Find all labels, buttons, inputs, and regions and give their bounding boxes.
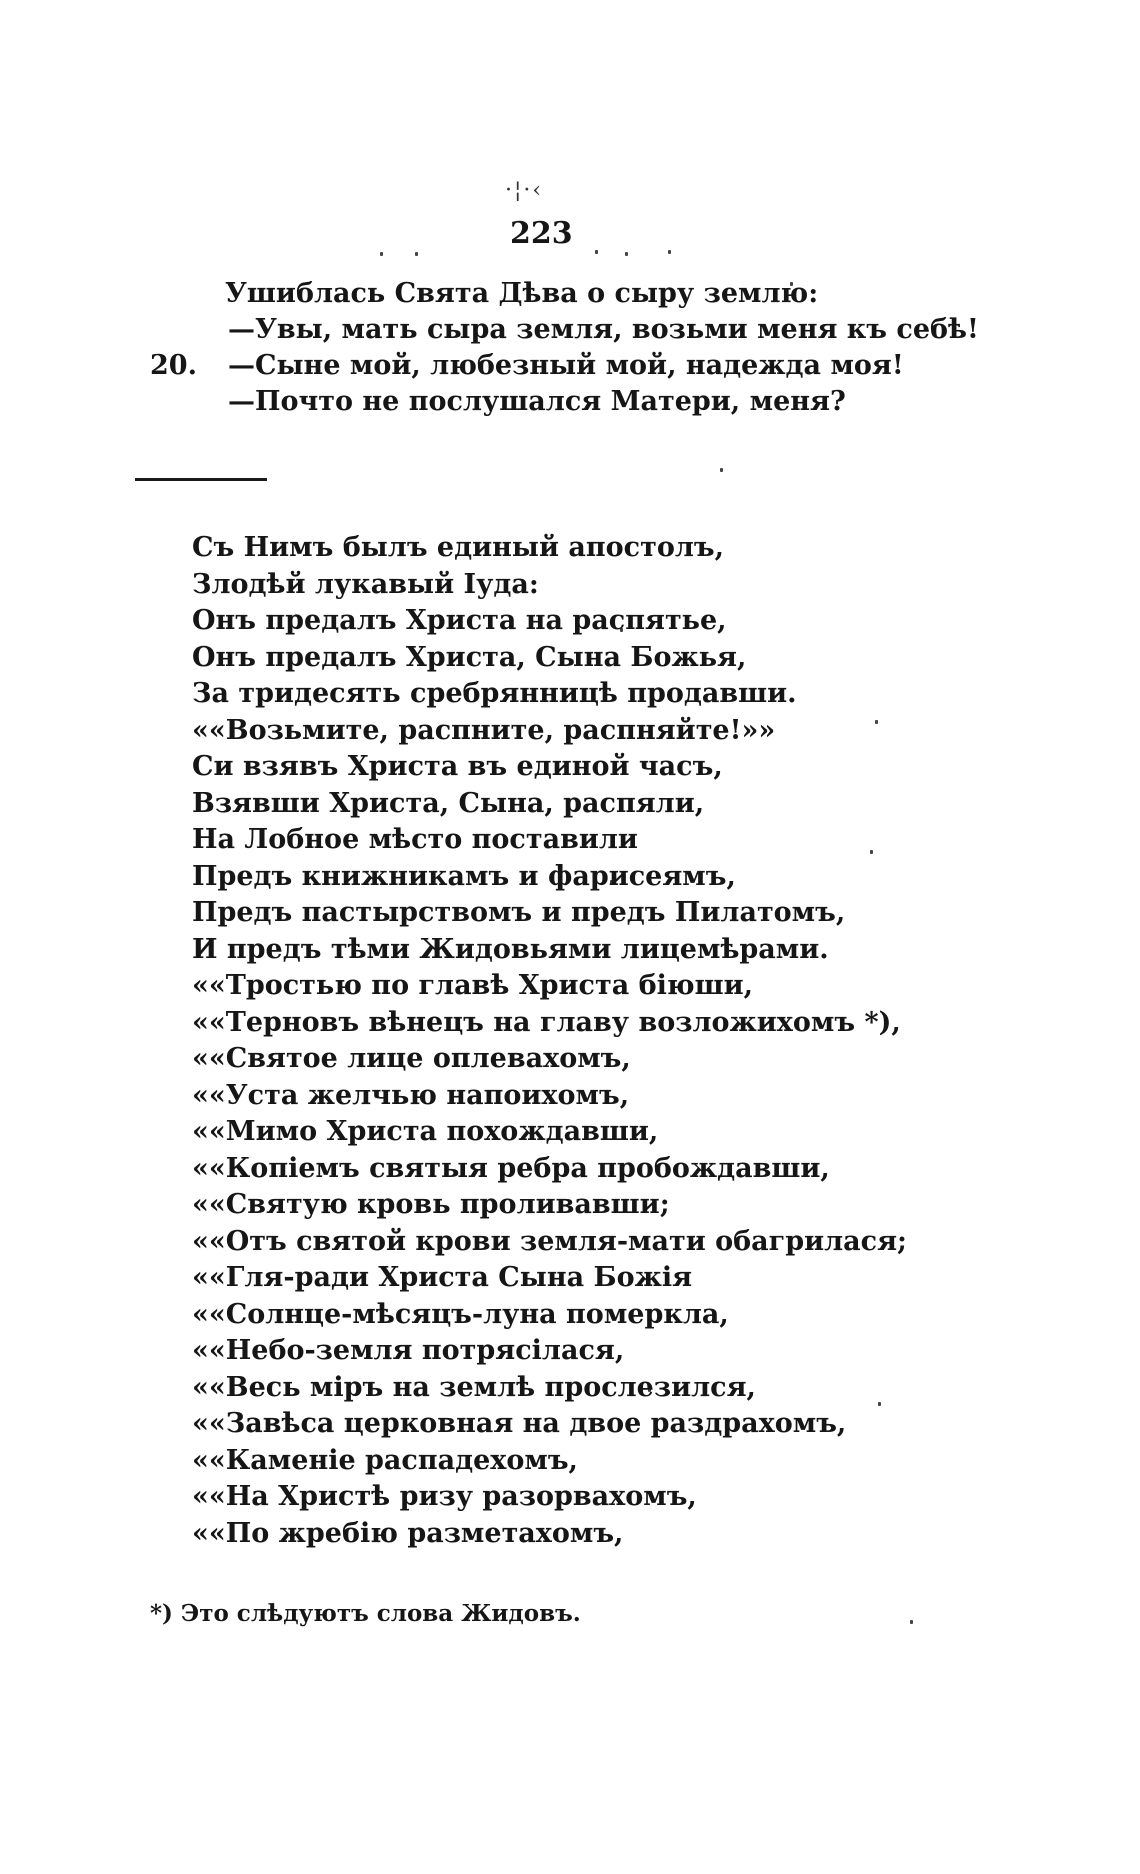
poem-line: ««Весь міръ на землѣ прослезился, (192, 1371, 756, 1403)
scan-speck (668, 250, 671, 254)
poem-line: ««На Христѣ ризу разорвахомъ, (192, 1481, 697, 1512)
poem-line: ««Святую кровь проливавши; (192, 1189, 670, 1220)
poem-line: ««Терновъ вѣнецъ на главу возложихомъ *), (192, 1006, 901, 1038)
scan-speck (415, 252, 418, 256)
running-head-mark: ·¦·‹ (505, 178, 544, 203)
poem-line: ««Солнце-мѣсяцъ-луна померкла, (192, 1298, 729, 1330)
poem-line: ««Возьмите, распните, распняйте!»» (192, 714, 776, 746)
poem-line: ««Копіемъ святыя ребра пробождавши, (192, 1152, 830, 1184)
stanza-line: —Почто не послушался Матери, меня? (228, 386, 846, 417)
poem-line: За тридесять сребрянницѣ продавши. (192, 678, 797, 709)
poem-line: ««Тростью по главѣ Христа біюши, (192, 970, 754, 1001)
poem-line: Онъ предалъ Христа на распятье, (192, 605, 727, 636)
poem-line: Злодѣй лукавый Іуда: (192, 568, 539, 600)
poem-line: ««Мимо Христа похождавши, (192, 1116, 659, 1147)
poem-line: Онъ предалъ Христа, Сына Божья, (192, 641, 747, 673)
scan-speck (380, 252, 383, 256)
stanza-line: —Увы, мать сыра земля, возьми меня къ себѣ! (228, 314, 979, 345)
poem-line: ««Гля-ради Христа Сына Божія (192, 1262, 693, 1293)
scan-speck (878, 1402, 881, 1406)
verse-number: 20. (150, 350, 197, 381)
poem-line: Предъ пастырствомъ и предъ Пилатомъ, (192, 897, 846, 928)
poem-line: На Лобное мѣсто поставили (192, 824, 638, 855)
poem-line: Си взявъ Христа въ единой часъ, (192, 751, 723, 782)
poem-line: ««Святое лице оплевахомъ, (192, 1043, 631, 1074)
scan-speck (595, 250, 598, 254)
poem-line: И предъ тѣми Жидовьями лицемѣрами. (192, 933, 829, 965)
page-number: 223 (510, 216, 573, 251)
stanza-line: Ушиблась Свята Дѣва о сыру землю: (225, 278, 819, 309)
poem-line: Взявши Христа, Сына, распяли, (192, 787, 705, 819)
scan-speck (720, 468, 723, 472)
scan-speck (870, 850, 873, 854)
scan-speck (625, 252, 628, 256)
poem-line: ««Завѣса церковная на двое раздрахомъ, (192, 1408, 847, 1439)
section-divider (135, 478, 267, 481)
poem-line: Предъ книжникамъ и фарисеямъ, (192, 860, 736, 892)
poem-line: ««Уста желчью напоихомъ, (192, 1079, 630, 1111)
poem-line: ««По жребію разметахомъ, (192, 1517, 624, 1549)
scan-speck (875, 720, 878, 724)
stanza-line: —Сыне мой, любезный мой, надежда моя! (228, 350, 904, 381)
poem-line: ««Отъ святой крови земля-мати обагрилася; (192, 1225, 907, 1257)
poem-line: ««Каменіе распадехомъ, (192, 1444, 578, 1476)
footnote: *) Это слѣдуютъ слова Жидовъ. (150, 1600, 581, 1627)
poem-line: Съ Нимъ былъ единый апостолъ, (192, 532, 724, 563)
scan-speck (910, 1620, 913, 1624)
poem-line: ««Небо-земля потрясілася, (192, 1335, 625, 1366)
